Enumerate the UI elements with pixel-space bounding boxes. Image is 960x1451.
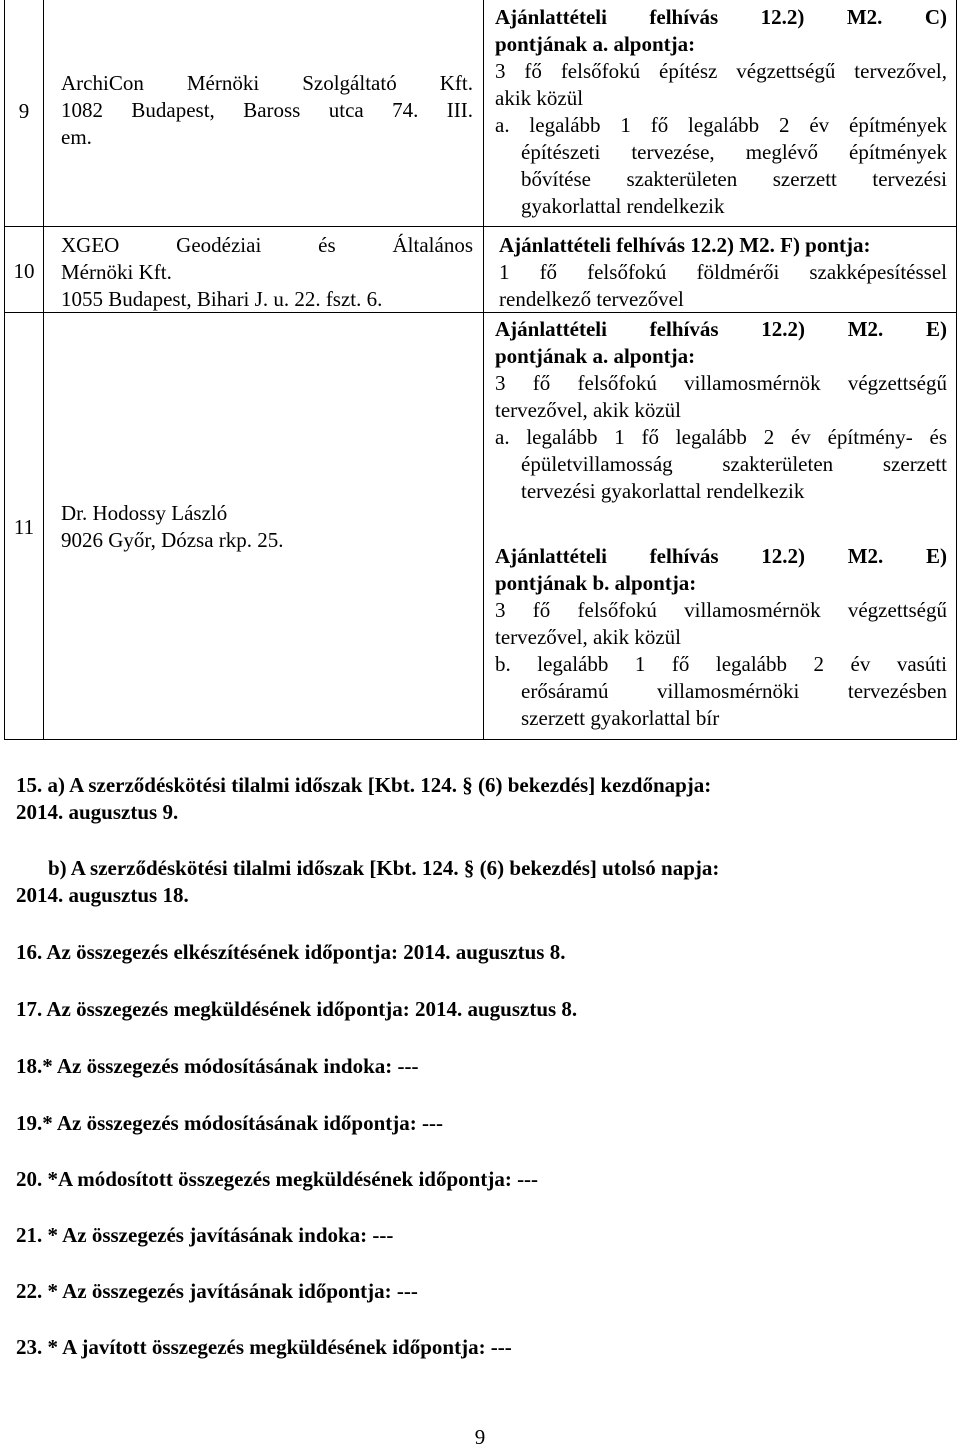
bidder-cell <box>61 70 473 151</box>
section-20: 20. *A módosított összegezés megküldésének időpontja: --- <box>16 1167 539 1191</box>
section-19: 19.* Az összegezés módosításának időpontja: --- <box>16 1111 443 1135</box>
requirement-item-text: épületvillamosság szakterületen szerzett <box>521 452 947 476</box>
requirement-item: b. legalább 1 fő legalább 2 év vasúti <box>495 652 947 676</box>
section-15b-text: b) A szerződéskötési tilalmi időszak [Kbt. 124. § (6) bekezdés] utolsó napja: <box>48 856 720 880</box>
requirement-item-text: erősáramú villamosmérnöki tervezésben <box>521 679 947 703</box>
requirement-ref: Ajánlattételi felhívás 12.2) M2. C) <box>495 5 947 29</box>
bidder-cell <box>61 500 473 554</box>
section-15b-date: 2014. augusztus 18. <box>16 883 189 907</box>
requirement-ref: Ajánlattételi felhívás 12.2) M2. F) pontja: <box>499 233 871 257</box>
requirement-ref: pontjának a. alpontja: <box>495 32 696 56</box>
requirement-cell <box>495 4 947 220</box>
requirement-cell <box>499 232 947 313</box>
section-18: 18.* Az összegezés módosításának indoka: --- <box>16 1054 419 1078</box>
requirement-item-text: tervezési gyakorlattal rendelkezik <box>521 479 805 503</box>
requirement-text: 1 fő felsőfokú földmérői szakképesítéssel <box>499 260 947 284</box>
section-15a-date: 2014. augusztus 9. <box>16 800 179 824</box>
row-number: 9 <box>18 99 30 123</box>
requirement-item: a. legalább 1 fő legalább 2 év építmény- és <box>495 425 947 449</box>
bidder-name: Dr. Hodossy László <box>61 501 228 525</box>
column-divider <box>483 0 484 739</box>
requirement-text: tervezővel, akik közül <box>495 398 682 422</box>
section-16: 16. Az összegezés elkészítésének időpontja: 2014. augusztus 8. <box>16 940 566 964</box>
requirement-ref: pontjának a. alpontja: <box>495 344 696 368</box>
requirement-text: akik közül <box>495 86 584 110</box>
column-divider <box>43 0 44 739</box>
bidder-name: ArchiCon Mérnöki Szolgáltató Kft. <box>61 71 473 95</box>
requirement-cell <box>495 543 947 732</box>
bidder-address: 9026 Győr, Dózsa rkp. 25. <box>61 528 284 552</box>
bidder-name: XGEO Geodéziai és Általános <box>61 233 473 257</box>
requirement-text: tervezővel, akik közül <box>495 625 682 649</box>
requirement-ref: pontjának b. alpontja: <box>495 571 697 595</box>
requirement-ref: Ajánlattételi felhívás 12.2) M2. E) <box>495 544 947 568</box>
requirement-item-text: gyakorlattal rendelkezik <box>521 194 725 218</box>
requirement-item-text: bővítése szakterületen szerzett tervezési <box>521 167 947 191</box>
requirement-item-text: szerzett gyakorlattal bír <box>521 706 720 730</box>
bidder-address-cont: em. <box>61 125 92 149</box>
requirement-text: 3 fő felsőfokú villamosmérnök végzettségű <box>495 598 947 622</box>
bidder-address: 1082 Budapest, Baross utca 74. III. <box>61 98 473 122</box>
section-15a <box>16 772 711 826</box>
section-17: 17. Az összegezés megküldésének időpontja: 2014. augusztus 8. <box>16 997 578 1021</box>
section-21: 21. * Az összegezés javításának indoka: --- <box>16 1223 394 1247</box>
bidders-table <box>4 0 957 740</box>
bidder-name-cont: Mérnöki Kft. <box>61 260 172 284</box>
section-22: 22. * Az összegezés javításának időpontja: --- <box>16 1279 418 1303</box>
requirement-cell <box>495 316 947 505</box>
section-23: 23. * A javított összegezés megküldésének időpontja: --- <box>16 1335 512 1359</box>
bidder-address: 1055 Budapest, Bihari J. u. 22. fszt. 6. <box>61 287 383 311</box>
requirement-text: 3 fő felsőfokú villamosmérnök végzettségű <box>495 371 947 395</box>
requirement-text: rendelkező tervezővel <box>499 287 684 311</box>
requirement-item: a. legalább 1 fő legalább 2 év építmények <box>495 113 947 137</box>
section-15a-text: 15. a) A szerződéskötési tilalmi időszak [Kbt. 124. § (6) bekezdés] kezdőnapja: <box>16 773 712 797</box>
section-15b <box>16 855 719 909</box>
requirement-text: 3 fő felsőfokú építész végzettségű tervezővel, <box>495 59 947 83</box>
bidder-cell <box>61 232 473 313</box>
requirement-ref: Ajánlattételi felhívás 12.2) M2. E) <box>495 317 947 341</box>
page-number: 9 <box>474 1425 486 1449</box>
row-divider <box>5 226 956 227</box>
requirement-item-text: építészeti tervezése, meglévő építmények <box>521 140 947 164</box>
row-number: 10 <box>13 259 35 283</box>
row-number: 11 <box>13 515 35 539</box>
